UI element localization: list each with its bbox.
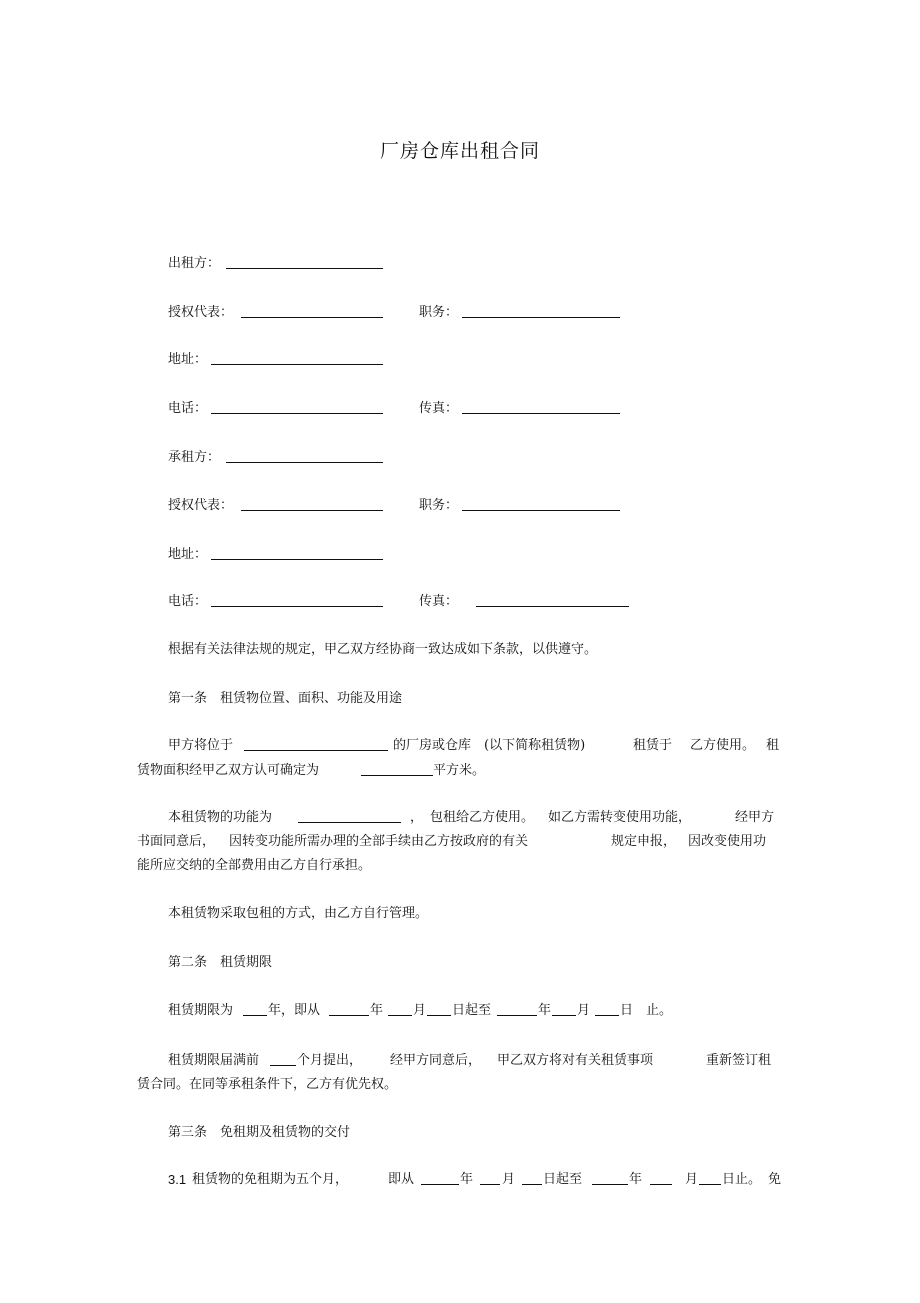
article2-p1-text: 日 止。 [620, 1003, 673, 1018]
free-start-year-field[interactable] [421, 1184, 459, 1185]
free-start-day-field[interactable] [522, 1184, 542, 1185]
term-years-field[interactable] [243, 1015, 267, 1016]
lessor-address-field[interactable] [211, 364, 383, 365]
lessee-fax-label: 传真： [419, 594, 459, 609]
free-start-month-field[interactable] [480, 1184, 500, 1185]
lessee-address-label: 地址： [168, 547, 208, 562]
area-field[interactable] [361, 775, 433, 776]
article1-p1-text: 甲方将位于 [168, 738, 234, 753]
article1-p1-text: 租 [766, 738, 780, 753]
article3-p1-text: 日起至 [543, 1172, 583, 1187]
article1-p2-text: 如乙方需转变使用功能， [548, 810, 692, 825]
article2-p1-text: 月 [577, 1003, 591, 1018]
lessor-fax-field[interactable] [462, 413, 620, 414]
article3-p1-text: 日止。 [722, 1172, 762, 1187]
article1-p2-text: 经甲方 [735, 810, 775, 825]
article2-p1-text: 年 [538, 1003, 552, 1018]
lessee-fax-field[interactable] [476, 606, 629, 607]
lessor-party-field[interactable] [226, 268, 383, 269]
article1-p2-text: ， [410, 810, 424, 825]
free-end-year-field[interactable] [592, 1184, 628, 1185]
article3-p1-text: 年 [460, 1172, 474, 1187]
article2-p1-text: 年 [268, 1003, 282, 1018]
article2-p2-text: 甲乙双方将对有关租赁事项 [497, 1053, 654, 1068]
article1-p2-text: 能所应交纳的全部费用由乙方自行承担。 [137, 858, 372, 873]
article1-p1-text: 乙方使用。 [690, 738, 756, 753]
lessor-phone-field[interactable] [211, 413, 383, 414]
article2-p2-text: 租赁期限届满前 [168, 1053, 260, 1068]
article2-p2-text: 赁合同。在同等承租条件下，乙方有优先权。 [137, 1077, 398, 1092]
location-field[interactable] [244, 750, 388, 751]
article1-p1-text: 赁物面积经甲乙双方认可确定为 [137, 763, 320, 778]
end-year-field[interactable] [497, 1015, 537, 1016]
notice-months-field[interactable] [270, 1065, 296, 1066]
lessee-position-label: 职务： [419, 498, 459, 513]
article1-p1-text: 平方米。 [433, 763, 486, 778]
lessee-party-label: 承租方： [168, 450, 221, 465]
lessee-rep-field[interactable] [241, 510, 383, 511]
lessee-phone-field[interactable] [211, 606, 383, 607]
article2-p1-text: 日起至 [452, 1003, 492, 1018]
article3-p1-text: 租赁物的免租期为五个月， [192, 1172, 349, 1187]
article3-p1-text: 月 [502, 1172, 516, 1187]
free-end-day-field[interactable] [699, 1184, 721, 1185]
intro-paragraph: 根据有关法律法规的规定，甲乙双方经协商一致达成如下条款，以供遵守。 [168, 642, 598, 657]
article3-p1-text: 月 [685, 1172, 699, 1187]
article1-p2-text: 包租给乙方使用。 [430, 810, 535, 825]
lessor-phone-label: 电话： [168, 401, 208, 416]
article2-p1-text: 租赁期限为 [168, 1003, 234, 1018]
article2-p1-text: ，即从 [281, 1003, 321, 1018]
lessee-position-field[interactable] [462, 510, 620, 511]
lessor-position-label: 职务： [419, 305, 459, 320]
article1-p1-text: 租赁于 [633, 738, 673, 753]
lessor-fax-label: 传真： [419, 401, 459, 416]
lessee-phone-label: 电话： [168, 594, 208, 609]
article1-p2-text: 规定申报， [611, 834, 677, 849]
article3-p1-number: 3.1 [168, 1172, 187, 1187]
article2-p1-text: 月 [413, 1003, 427, 1018]
end-day-field[interactable] [595, 1015, 619, 1016]
article1-p2-text: 因改变使用功 [688, 834, 767, 849]
article1-p2-text: 因转变功能所需办理的全部手续由乙方按政府的有关 [229, 834, 529, 849]
article1-heading: 第一条 租赁物位置、面积、功能及用途 [168, 691, 403, 706]
lessee-party-field[interactable] [226, 462, 383, 463]
article1-p1-text: 的厂房或仓库 (以下简称租赁物) [393, 738, 586, 753]
article3-p1-text: 免 [768, 1172, 782, 1187]
article1-p2-text: 书面同意后， [137, 834, 216, 849]
free-end-month-field[interactable] [650, 1184, 672, 1185]
lessor-rep-label: 授权代表： [168, 305, 234, 320]
lessee-rep-label: 授权代表： [168, 498, 234, 513]
article3-p1-text: 年 [629, 1172, 643, 1187]
article2-p1-text: 年 [370, 1003, 384, 1018]
lessor-party-label: 出租方： [168, 256, 221, 271]
article1-p2-text: 本租赁物的功能为 [168, 810, 273, 825]
lessor-address-label: 地址： [168, 352, 208, 367]
start-day-field[interactable] [427, 1015, 451, 1016]
article2-p2-text: 重新签订租 [706, 1053, 772, 1068]
lessor-rep-field[interactable] [241, 317, 383, 318]
function-field[interactable] [298, 822, 401, 823]
article1-p3-text: 本租赁物采取包租的方式，由乙方自行管理。 [168, 906, 429, 921]
lessee-address-field[interactable] [211, 559, 383, 560]
start-year-field[interactable] [329, 1015, 369, 1016]
article3-p1-text: 即从 [388, 1172, 415, 1187]
page-title: 厂房仓库出租合同 [379, 140, 540, 162]
article2-p2-text: 经甲方同意后， [390, 1053, 482, 1068]
article3-heading: 第三条 免租期及租赁物的交付 [168, 1125, 351, 1140]
end-month-field[interactable] [552, 1015, 576, 1016]
article2-p2-text: 个月提出， [297, 1053, 363, 1068]
lessor-position-field[interactable] [462, 317, 620, 318]
article2-heading: 第二条 租赁期限 [168, 955, 273, 970]
start-month-field[interactable] [388, 1015, 412, 1016]
